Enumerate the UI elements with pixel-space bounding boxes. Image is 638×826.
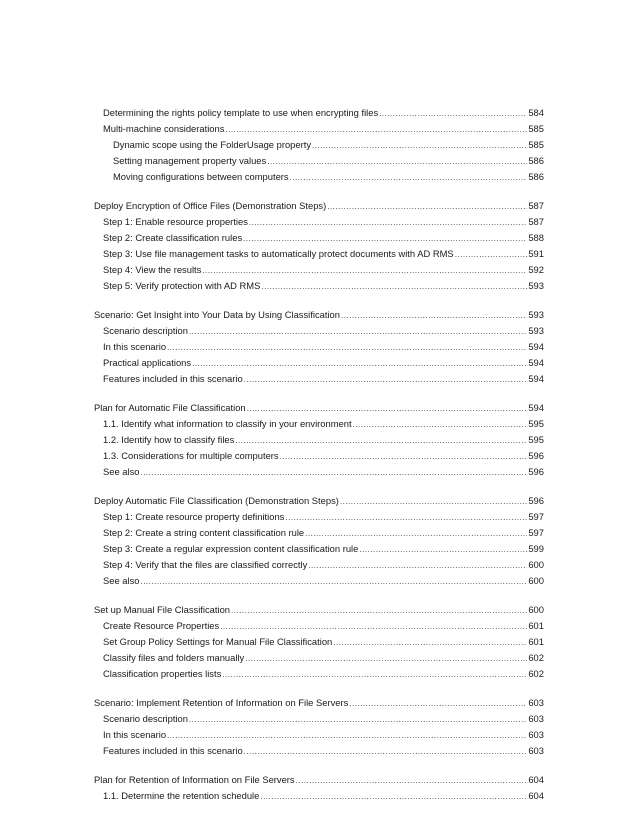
toc-entry-title: Plan for Automatic File Classification (94, 402, 246, 413)
toc-entry[interactable] (94, 153, 544, 169)
toc-page-number: 603 (528, 713, 544, 724)
toc-page-number: 599 (528, 543, 544, 554)
toc-entry[interactable] (94, 727, 544, 743)
toc-page-number: 593 (528, 325, 544, 336)
dot-leader (235, 433, 527, 449)
toc-page-number: 597 (528, 511, 544, 522)
toc-section (94, 772, 544, 804)
toc-entry-title: Determining the rights policy template to use when encrypting files (103, 107, 379, 118)
toc-page-number: 593 (528, 280, 544, 291)
toc-entry-title: Multi-machine considerations (103, 123, 225, 134)
toc-page-number: 602 (528, 652, 544, 663)
toc-section (94, 493, 544, 589)
toc-entry-title: Step 3: Create a regular expression content classification rule (103, 543, 359, 554)
toc-page-number: 596 (528, 450, 544, 461)
toc-page-number: 604 (528, 790, 544, 801)
dot-leader (243, 231, 527, 247)
toc-entry[interactable] (94, 448, 544, 464)
toc-entry-title: Set Group Policy Settings for Manual File Classification (103, 636, 333, 647)
toc-entry[interactable] (94, 214, 544, 230)
toc-page-number: 586 (528, 171, 544, 182)
toc-entry-title: Setting management property values (113, 155, 267, 166)
toc-heading-entry[interactable] (94, 400, 544, 416)
toc-entry-title: Practical applications (103, 357, 192, 368)
toc-entry-title: Create Resource Properties (103, 620, 220, 631)
toc-heading-entry[interactable] (94, 695, 544, 711)
dot-leader (225, 122, 527, 138)
toc-entry-title: Set up Manual File Classification (94, 604, 231, 615)
toc-entry-title: Deploy Automatic File Classification (Demonstration Steps) (94, 495, 339, 506)
toc-page-number: 585 (528, 123, 544, 134)
dot-leader (296, 773, 528, 789)
toc-page-number: 587 (528, 200, 544, 211)
toc-entry-title: Moving configurations between computers (113, 171, 289, 182)
toc-entry[interactable] (94, 557, 544, 573)
toc-page-number: 604 (528, 774, 544, 785)
toc-heading-entry[interactable] (94, 772, 544, 788)
toc-entry[interactable] (94, 666, 544, 682)
dot-leader (333, 635, 527, 651)
dot-leader (222, 667, 527, 683)
toc-entry[interactable] (94, 464, 544, 480)
toc-entry[interactable] (94, 432, 544, 448)
toc-page-number: 594 (528, 341, 544, 352)
dot-leader (202, 263, 527, 279)
dot-leader (192, 356, 527, 372)
dot-leader (245, 651, 527, 667)
toc-entry-title: Step 1: Create resource property definitions (103, 511, 285, 522)
toc-page-number: 596 (528, 466, 544, 477)
toc-heading-entry[interactable] (94, 198, 544, 214)
toc-page-number: 594 (528, 357, 544, 368)
toc-page-number: 594 (528, 402, 544, 413)
dot-leader (290, 170, 528, 186)
toc-page-number: 588 (528, 232, 544, 243)
toc-entry-title: Step 3: Use file management tasks to automatically protect documents with AD RMS (103, 248, 454, 259)
toc-section (94, 198, 544, 294)
toc-entry[interactable] (94, 246, 544, 262)
toc-entry-title: Step 2: Create a string content classification rule (103, 527, 305, 538)
toc-section (94, 695, 544, 759)
dot-leader (261, 279, 527, 295)
toc-entry-title: Scenario: Get Insight into Your Data by Using Classification (94, 309, 340, 320)
toc-entry-title: Step 4: View the results (103, 264, 202, 275)
toc-entry-title: Step 2: Create classification rules (103, 232, 243, 243)
toc-entry-title: Dynamic scope using the FolderUsage property (113, 139, 312, 150)
toc-entry-title: Features included in this scenario (103, 373, 243, 384)
dot-leader (280, 449, 528, 465)
toc-entry[interactable] (94, 169, 544, 185)
toc-entry[interactable] (94, 137, 544, 153)
toc-entry-title: Step 1: Enable resource properties (103, 216, 248, 227)
toc-entry[interactable] (94, 618, 544, 634)
dot-leader (353, 417, 528, 433)
toc-entry[interactable] (94, 634, 544, 650)
dot-leader (308, 558, 527, 574)
toc-entry[interactable] (94, 339, 544, 355)
toc-entry-title: See also (103, 466, 140, 477)
dot-leader (231, 603, 527, 619)
toc-page-number: 595 (528, 418, 544, 429)
toc-entry-title: 1.1. Determine the retention schedule (103, 790, 260, 801)
toc-section (94, 105, 544, 185)
toc-entry[interactable] (94, 788, 544, 804)
dot-leader (140, 465, 527, 481)
toc-entry-title: Features included in this scenario (103, 745, 243, 756)
dot-leader (140, 574, 527, 590)
dot-leader (244, 372, 528, 388)
dot-leader (189, 712, 527, 728)
toc-entry-title: In this scenario (103, 729, 167, 740)
dot-leader (305, 526, 527, 542)
toc-entry-title: Scenario description (103, 713, 188, 724)
toc-entry[interactable] (94, 230, 544, 246)
toc-page-number: 585 (528, 139, 544, 150)
toc-page-number: 603 (528, 745, 544, 756)
toc-heading-entry[interactable] (94, 493, 544, 509)
toc-page-number: 596 (528, 495, 544, 506)
toc-entry-title: 1.3. Considerations for multiple computers (103, 450, 279, 461)
toc-entry-title: See also (103, 575, 140, 586)
toc-page-number: 584 (528, 107, 544, 118)
toc-page-number: 591 (528, 248, 544, 259)
toc-entry-title: In this scenario (103, 341, 167, 352)
toc-entry-title: Scenario: Implement Retention of Information on File Servers (94, 697, 349, 708)
toc-entry[interactable] (94, 525, 544, 541)
toc-entry[interactable] (94, 541, 544, 557)
toc-entry-title: Classification properties lists (103, 668, 222, 679)
dot-leader (285, 510, 527, 526)
table-of-contents (94, 105, 544, 804)
toc-entry[interactable] (94, 573, 544, 589)
toc-entry[interactable] (94, 105, 544, 121)
toc-section (94, 602, 544, 682)
dot-leader (327, 199, 527, 215)
dot-leader (340, 494, 527, 510)
toc-heading-entry[interactable] (94, 602, 544, 618)
dot-leader (455, 247, 528, 263)
dot-leader (349, 696, 527, 712)
toc-entry[interactable] (94, 650, 544, 666)
toc-entry[interactable] (94, 262, 544, 278)
toc-heading-entry[interactable] (94, 307, 544, 323)
toc-page-number: 593 (528, 309, 544, 320)
toc-page-number: 600 (528, 559, 544, 570)
toc-entry[interactable] (94, 371, 544, 387)
dot-leader (247, 401, 528, 417)
toc-page-number: 592 (528, 264, 544, 275)
toc-page-number: 603 (528, 729, 544, 740)
toc-page-number: 600 (528, 604, 544, 615)
toc-section (94, 307, 544, 387)
toc-entry-title: Deploy Encryption of Office Files (Demonstration Steps) (94, 200, 327, 211)
toc-entry-title: Scenario description (103, 325, 188, 336)
toc-page-number: 594 (528, 373, 544, 384)
dot-leader (267, 154, 527, 170)
toc-page-number: 597 (528, 527, 544, 538)
toc-entry[interactable] (94, 711, 544, 727)
toc-entry[interactable] (94, 743, 544, 759)
toc-page-number: 586 (528, 155, 544, 166)
dot-leader (341, 308, 527, 324)
dot-leader (220, 619, 527, 635)
toc-entry-title: 1.2. Identify how to classify files (103, 434, 235, 445)
dot-leader (167, 728, 527, 744)
dot-leader (167, 340, 527, 356)
toc-page-number: 601 (528, 636, 544, 647)
toc-entry[interactable] (94, 416, 544, 432)
toc-page-number: 595 (528, 434, 544, 445)
dot-leader (379, 106, 527, 122)
toc-entry[interactable] (94, 509, 544, 525)
toc-entry-title: Step 5: Verify protection with AD RMS (103, 280, 261, 291)
toc-entry[interactable] (94, 323, 544, 339)
dot-leader (260, 789, 527, 805)
toc-page-number: 602 (528, 668, 544, 679)
toc-entry-title: Plan for Retention of Information on File Servers (94, 774, 295, 785)
toc-page-number: 600 (528, 575, 544, 586)
toc-entry-title: Classify files and folders manually (103, 652, 245, 663)
dot-leader (189, 324, 527, 340)
dot-leader (359, 542, 527, 558)
toc-entry-title: 1.1. Identify what information to classify in your environment (103, 418, 352, 429)
dot-leader (249, 215, 527, 231)
toc-entry[interactable] (94, 278, 544, 294)
toc-entry-title: Step 4: Verify that the files are classified correctly (103, 559, 308, 570)
toc-section (94, 400, 544, 480)
dot-leader (312, 138, 527, 154)
toc-page-number: 603 (528, 697, 544, 708)
toc-entry[interactable] (94, 121, 544, 137)
toc-entry[interactable] (94, 355, 544, 371)
dot-leader (244, 744, 528, 760)
toc-page-number: 587 (528, 216, 544, 227)
toc-page-number: 601 (528, 620, 544, 631)
